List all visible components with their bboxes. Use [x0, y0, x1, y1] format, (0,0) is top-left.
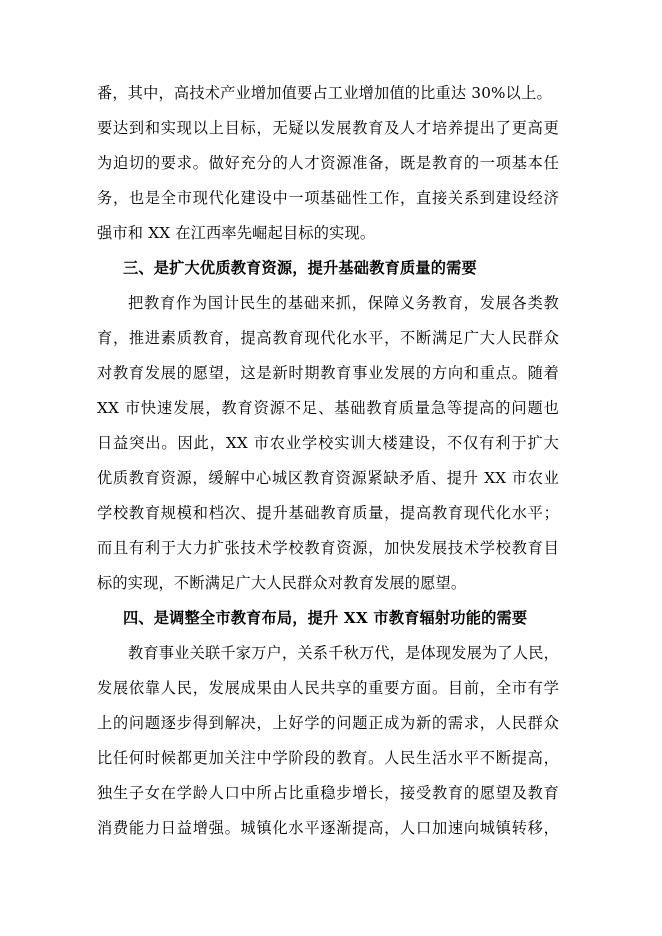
text-line: 而且有利于大力扩张技术学校教育资源，加快发展技术学校教育目	[97, 539, 559, 557]
text-line: 要达到和实现以上目标，无疑以发展教育及人才培养提出了更高更	[97, 119, 559, 137]
document-page	[97, 76, 559, 846]
text-line: 独生子女在学龄人口中所占比重稳步增长，接受教育的愿望及教育	[97, 784, 559, 802]
text-line: 学校教育规模和档次、提升基础教育质量，提高教育现代化水平；	[97, 504, 559, 522]
text-line: 务，也是全市现代化建设中一项基础性工作，直接关系到建设经济	[97, 189, 559, 207]
text-line: 优质教育资源，缓解中心城区教育资源紧缺矛盾、提升 XX 市农业	[97, 469, 559, 487]
text-line: 比任何时候都更加关注中学阶段的教育。人民生活水平不断提高，	[97, 749, 559, 767]
paragraph-section-4	[97, 636, 559, 846]
text-line: 上的问题逐步得到解决，上好学的问题正成为新的需求，人民群众	[97, 714, 559, 732]
paragraph-section-3	[97, 286, 559, 601]
text-line: 标的实现，不断满足广大人民群众对教育发展的愿望。	[97, 574, 467, 592]
section-heading-4: 四、是调整全市教育布局，提升 XX 市教育辐射功能的需要	[123, 609, 528, 627]
text-line: 把教育作为国计民生的基础来抓，保障义务教育，发展各类教	[128, 294, 559, 312]
text-line: 育，推进素质教育，提高教育现代化水平，不断满足广大人民群众	[97, 329, 559, 347]
section-heading-3: 三、是扩大优质教育资源，提升基础教育质量的需要	[123, 259, 477, 277]
paragraph-continuation	[97, 76, 559, 251]
text-line: 强市和 XX 在江西率先崛起目标的实现。	[97, 224, 376, 242]
text-line: 消费能力日益增强。城镇化水平逐渐提高，人口加速向城镇转移，	[97, 819, 559, 837]
text-line: 番，其中，高技术产业增加值要占工业增加值的比重达 30%以上。	[97, 84, 552, 102]
text-line: 日益突出。因此，XX 市农业学校实训大楼建设，不仅有利于扩大	[97, 434, 559, 452]
text-line: 发展依靠人民，发展成果由人民共享的重要方面。目前，全市有学	[97, 679, 559, 697]
text-line: 对教育发展的愿望，这是新时期教育事业发展的方向和重点。随着	[97, 364, 559, 382]
text-line: 为迫切的要求。做好充分的人才资源准备，既是教育的一项基本任	[97, 154, 559, 172]
text-line: 教育事业关联千家万户，关系千秋万代，是体现发展为了人民，	[128, 644, 559, 662]
text-line: XX 市快速发展，教育资源不足、基础教育质量急等提高的问题也	[97, 399, 559, 417]
